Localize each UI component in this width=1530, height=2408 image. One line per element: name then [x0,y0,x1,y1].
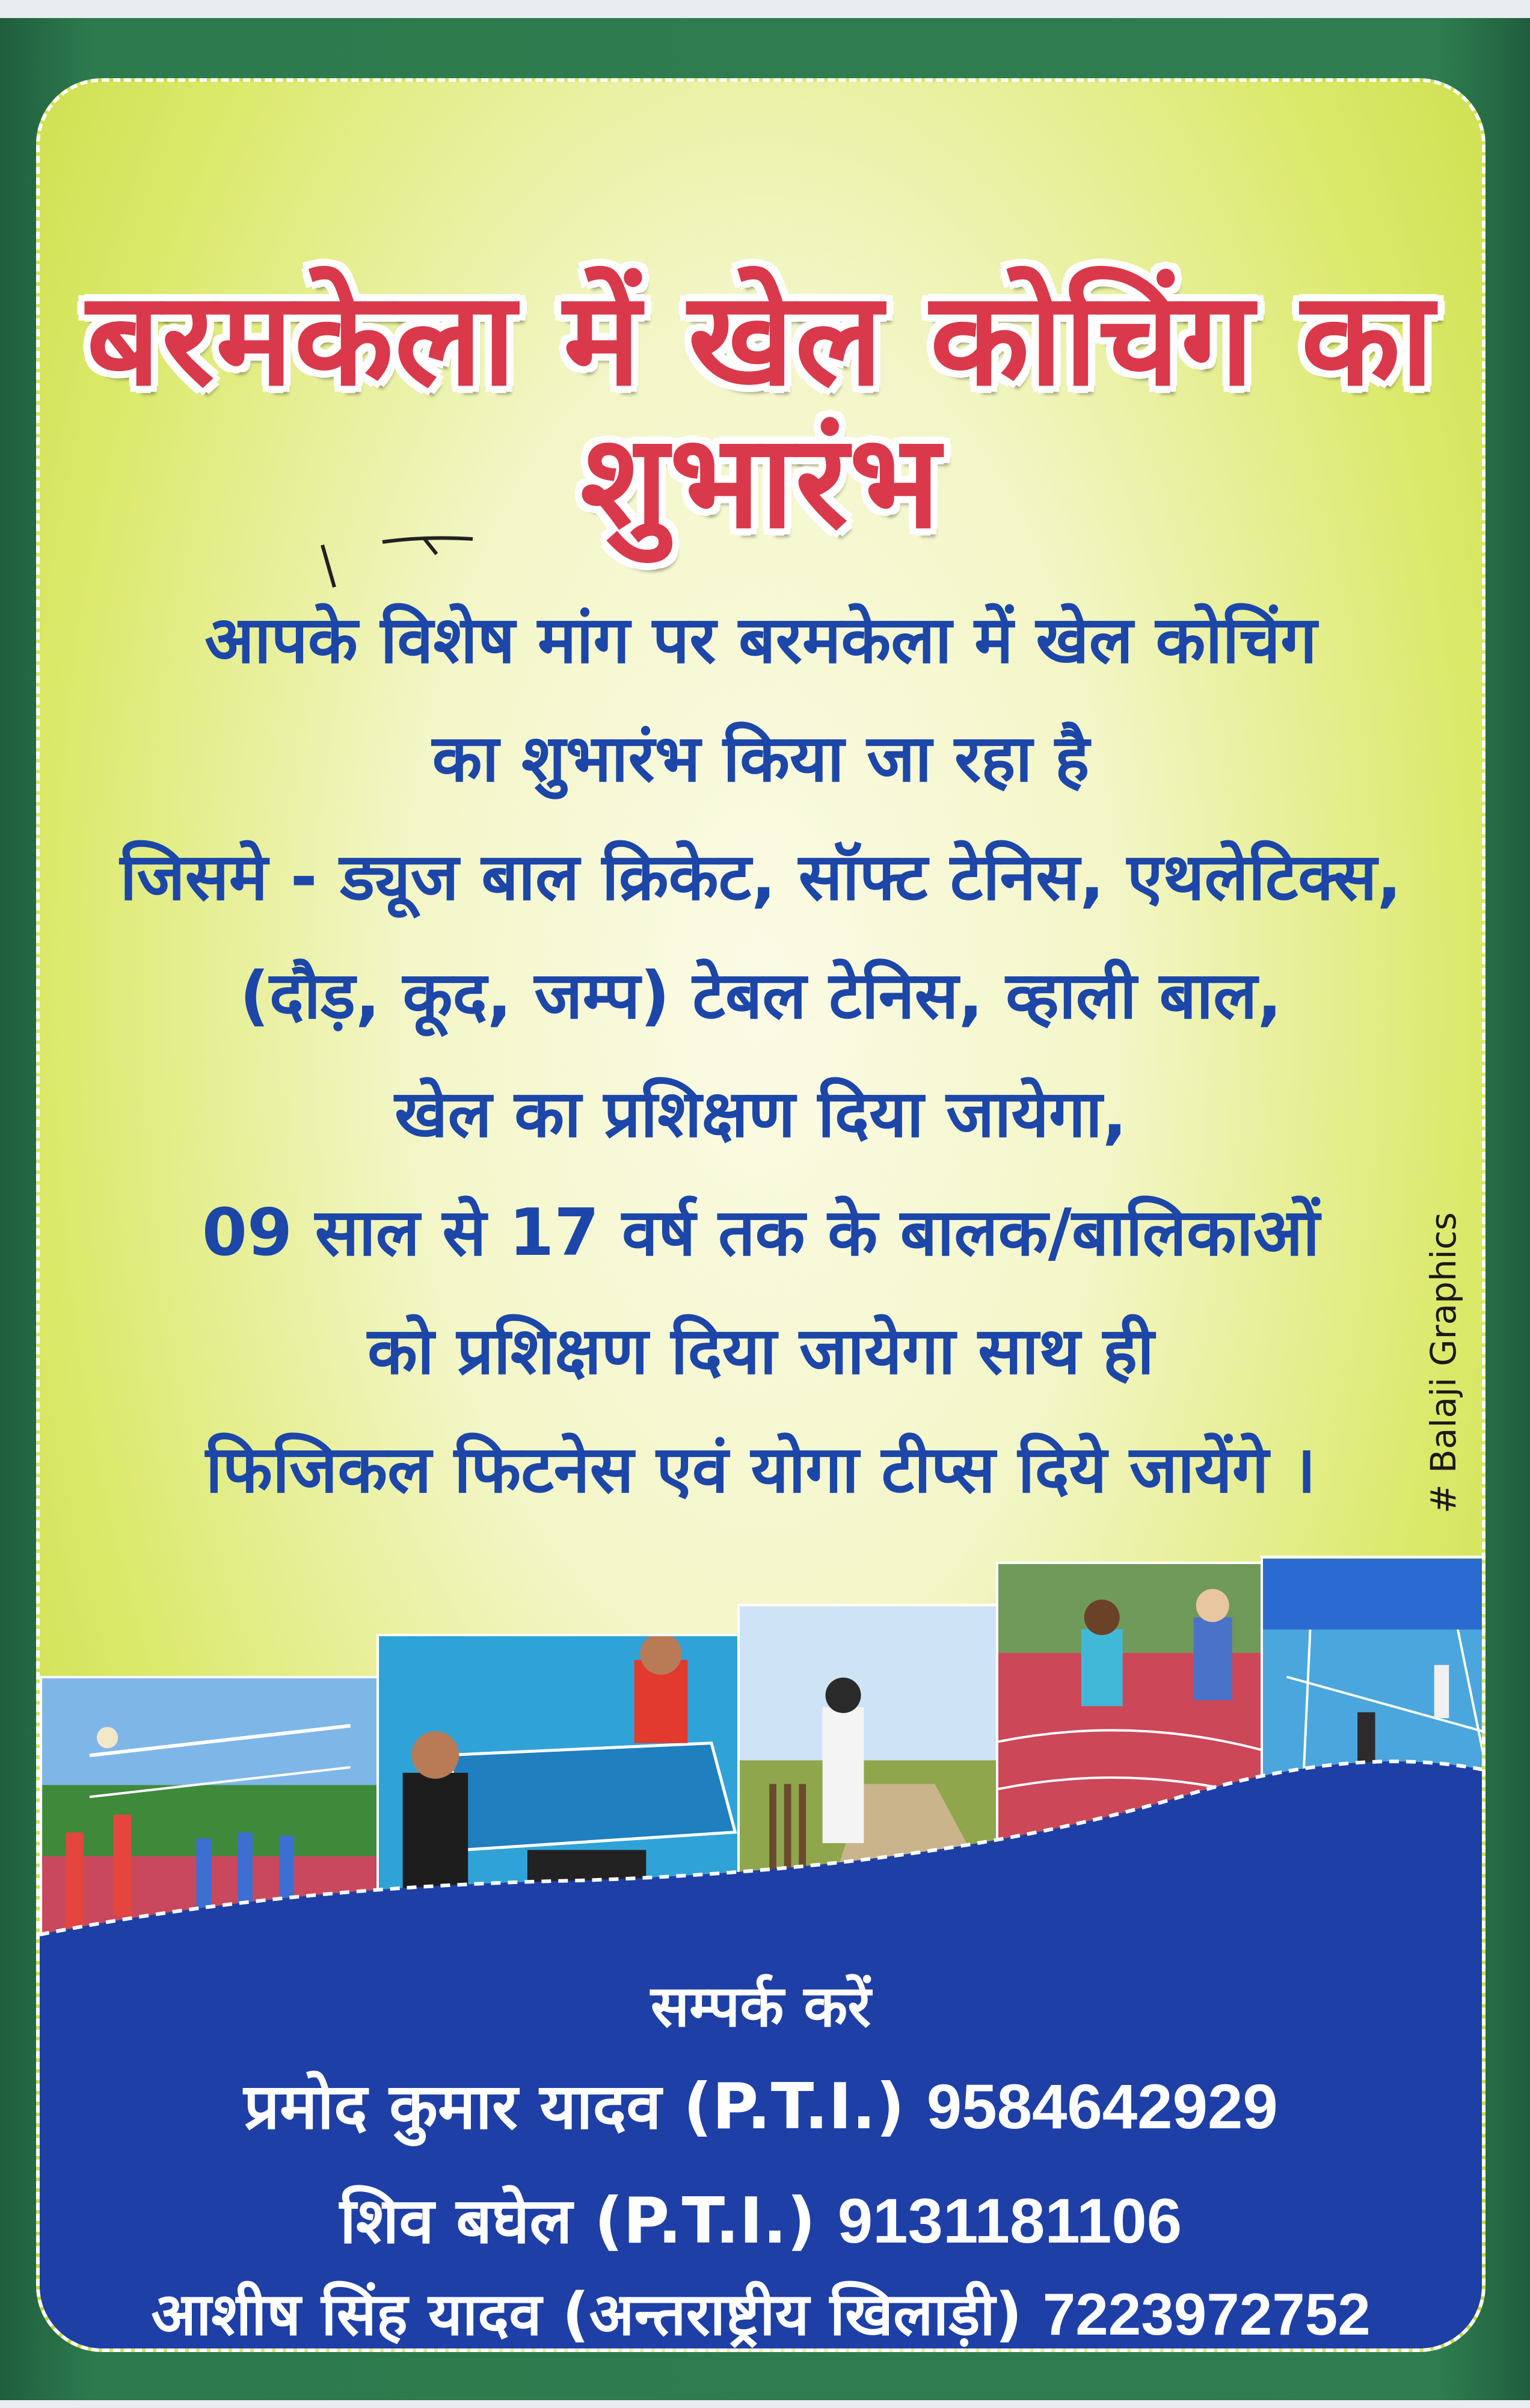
contact-line [40,2271,1482,2352]
contact-name: आशीष सिंह यादव (अन्तराष्ट्रीय खिलाड़ी) [151,2280,1022,2349]
poster-title: बरमकेला में खेल कोचिंग का शुभारंभ [86,263,1436,557]
contact-name: प्रमोद कुमार यादव (P.T.I.) [244,2070,905,2143]
contact-name: शिव बघेल (P.T.I.) [339,2184,816,2258]
contact-line [40,2061,1482,2147]
announcement-line: खेल का प्रशिक्षण दिया जायेगा, [395,1077,1127,1152]
announcement-line: 09 साल से 17 वर्ष तक के बालक/बालिकाओं [201,1195,1320,1270]
poster-background [0,18,1530,2400]
contact-line [40,2175,1482,2261]
contact-phone: 7223972752 [1042,2281,1371,2347]
announcement-line: जिसमे - ड्यूज बाल क्रिकेट, सॉफ्ट टेनिस, एथलेटिक्स, [120,840,1402,915]
announcement-line: फिजिकल फिटनेस एवं योगा टीप्स दिये जायेंगे । [205,1432,1316,1507]
contact-phone: 9131181106 [837,2186,1182,2256]
announcement-line: का शुभारंभ किया जा रहा है [432,721,1090,796]
contact-phone: 9584642929 [926,2072,1278,2142]
announcement-line: (दौड़, कूद, जम्प) टेबल टेनिस, व्हाली बाल, [239,958,1282,1033]
designer-watermark: # Balaji Graphics [1423,1212,1464,1513]
announcement-text [40,581,1482,1529]
announcement-line: आपके विशेष मांग पर बरमकेला में खेल कोचिंग [204,603,1317,678]
announcement-line: को प्रशिक्षण दिया जायेगा साथ ही [367,1314,1155,1389]
contact-heading: सम्पर्क करें [650,1974,871,2040]
poster-panel [36,78,1485,2352]
